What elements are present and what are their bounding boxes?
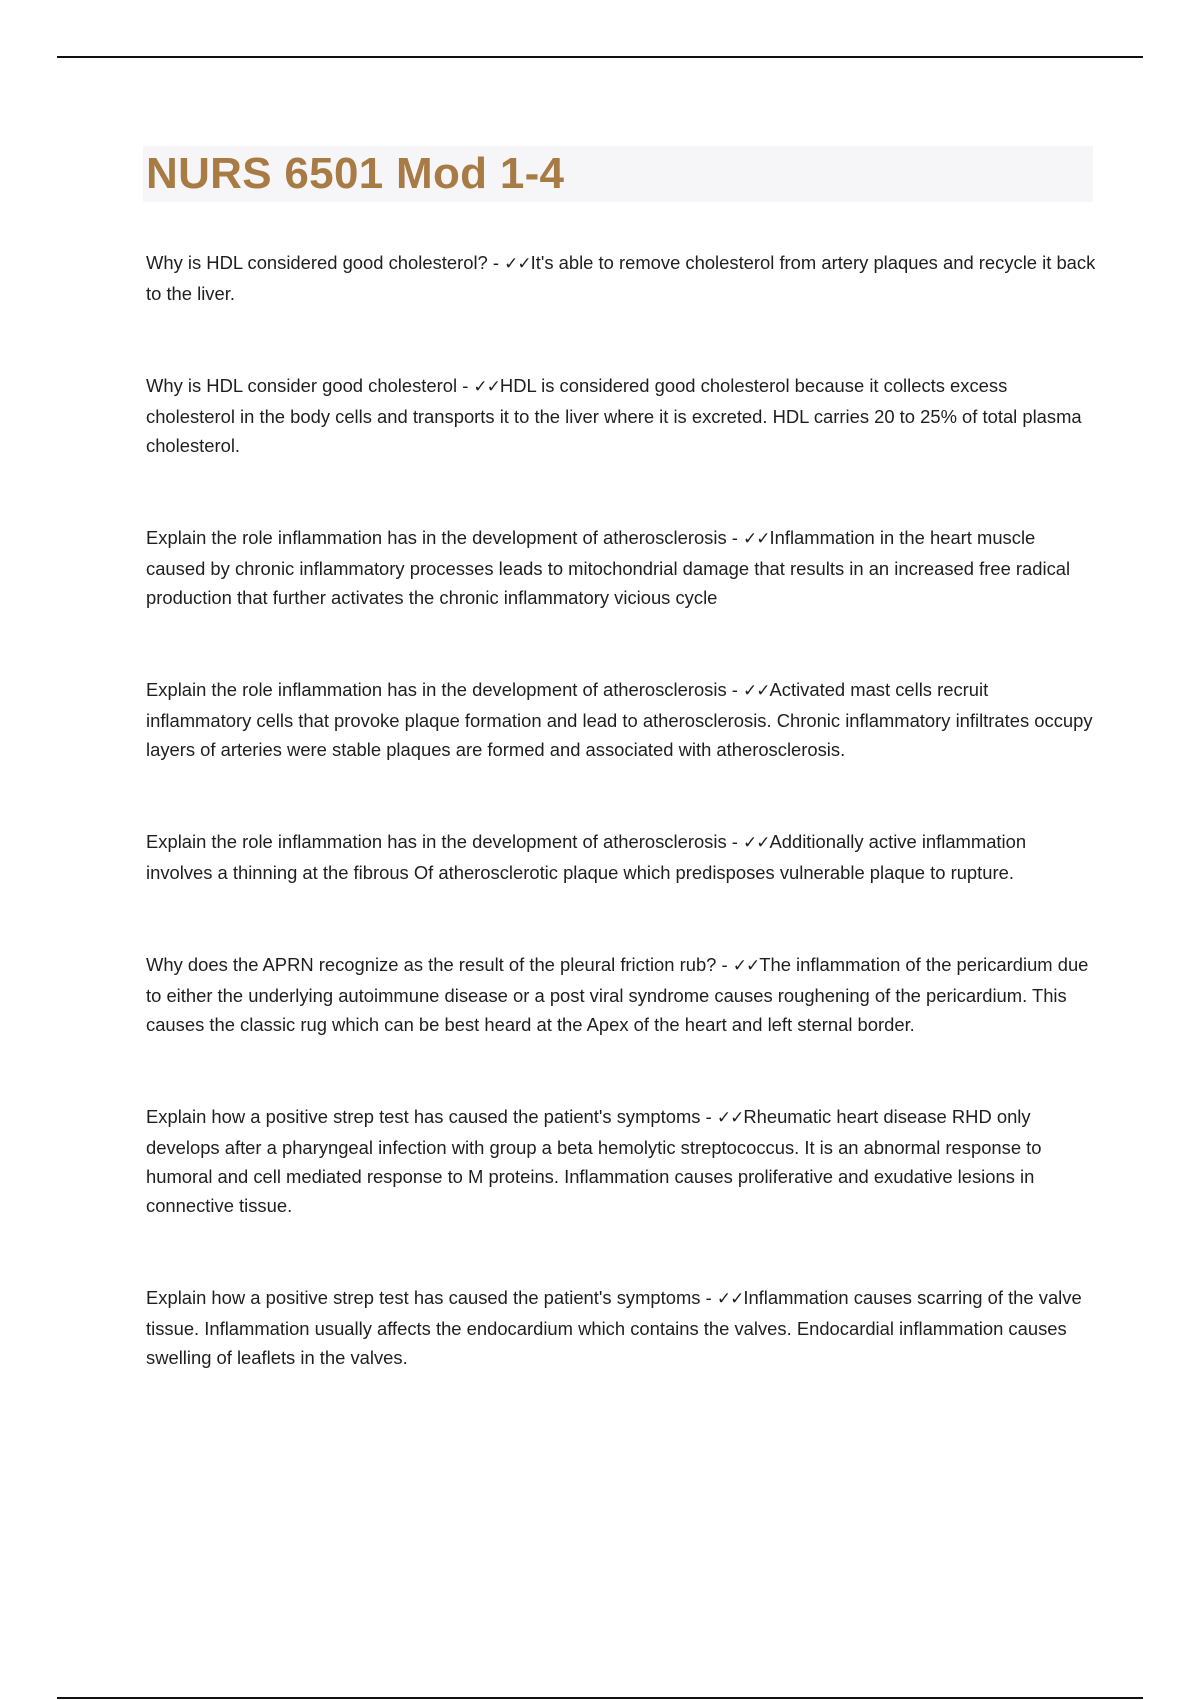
answer-text: It's able to remove cholesterol from artery plaques and recycle it back to the liver. [146, 252, 1096, 304]
check-icon: ✓✓ [716, 1289, 744, 1309]
question-text: Why does the APRN recognize as the result of the pleural friction rub? [146, 954, 717, 975]
separator: - [700, 1287, 717, 1308]
check-icon: ✓✓ [716, 1108, 744, 1128]
question-text: Explain the role inflammation has in the development of atherosclerosis [146, 527, 727, 548]
check-icon: ✓✓ [743, 833, 770, 853]
answer-text: Inflammation in the heart muscle caused by chronic inflammatory processes leads to mitochondrial damage that results in an increased free radical production that further activates the chronic inflammatory vicious cycle [146, 527, 1071, 608]
separator: - [487, 252, 505, 273]
qa-item [146, 1283, 1096, 1372]
qa-item [146, 248, 1096, 308]
answer-text: The inflammation of the pericardium due to either the underlying autoimmune disease or a post viral syndrome causes roughening of the pericardium. This causes the classic rug which can be best heard at the Apex of the heart and left sternal border. [146, 954, 1089, 1035]
answer-text: Rheumatic heart disease RHD only develops after a pharyngeal infection with group a beta hemolytic streptococcus. It is an abnormal response to humoral and cell mediated response to M proteins. Inflammation causes proliferative and exudative lesions in connective tissue. [146, 1106, 1042, 1216]
question-text: Why is HDL considered good cholesterol? [146, 252, 488, 273]
qa-item [146, 827, 1096, 887]
answer-text: Additionally active inflammation involves a thinning at the fibrous Of atherosclerotic plaque which predisposes vulnerable plaque to rupture. [146, 831, 1027, 883]
separator: - [726, 527, 743, 548]
check-icon: ✓✓ [732, 956, 760, 976]
qa-item [146, 950, 1096, 1039]
footer-rule [57, 1697, 1143, 1699]
check-icon: ✓✓ [743, 681, 770, 701]
separator: - [726, 831, 743, 852]
answer-text: Inflammation causes scarring of the valve tissue. Inflammation usually affects the endocardium which contains the valves. Endocardial inflammation causes swelling of leaflets in the valves. [146, 1287, 1082, 1368]
answer-text: HDL is considered good cholesterol because it collects excess cholesterol in the body cells and transports it to the liver where it is excreted. HDL carries 20 to 25% of total plasma cholesterol. [146, 375, 1082, 456]
qa-list [146, 248, 1096, 1435]
separator: - [700, 1106, 717, 1127]
check-icon: ✓✓ [473, 377, 500, 397]
check-icon: ✓✓ [743, 529, 770, 549]
qa-item [146, 523, 1096, 612]
header-rule [57, 56, 1143, 58]
separator: - [726, 679, 743, 700]
qa-item [146, 675, 1096, 764]
question-text: Explain the role inflammation has in the development of atherosclerosis [146, 831, 727, 852]
question-text: Explain the role inflammation has in the development of atherosclerosis [146, 679, 727, 700]
qa-item [146, 1102, 1096, 1220]
qa-item [146, 371, 1096, 460]
question-text: Explain how a positive strep test has caused the patient's symptoms [146, 1287, 701, 1308]
check-icon: ✓✓ [504, 254, 531, 274]
page-title: NURS 6501 Mod 1-4 [146, 149, 565, 198]
separator: - [716, 954, 733, 975]
separator: - [457, 375, 474, 396]
answer-text: Activated mast cells recruit inflammatory cells that provoke plaque formation and lead to atherosclerosis. Chronic inflammatory infiltrates occupy layers of arteries were stable plaques are formed and associated with atherosclerosis. [146, 679, 1093, 760]
question-text: Explain how a positive strep test has caused the patient's symptoms [146, 1106, 701, 1127]
question-text: Why is HDL consider good cholesterol [146, 375, 458, 396]
